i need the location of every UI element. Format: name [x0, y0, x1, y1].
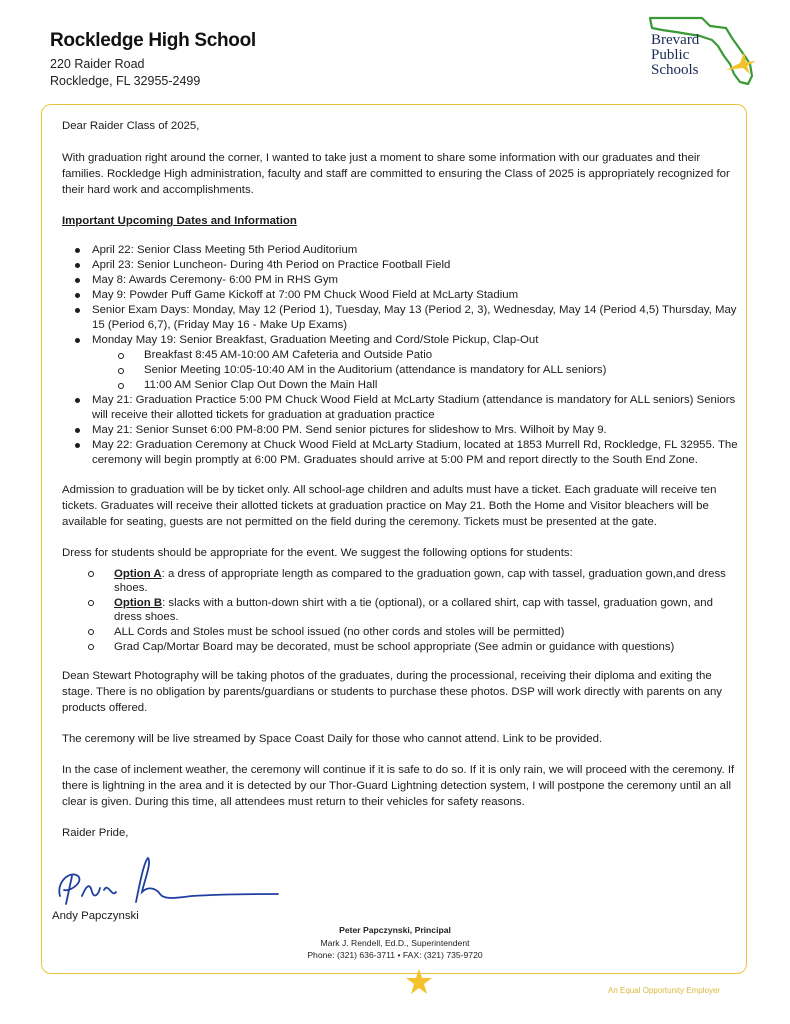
dress-option: Grad Cap/Mortar Board may be decorated, must be school appropriate (See admin or guidance with questions) — [114, 640, 742, 654]
may19-sublist — [92, 348, 742, 393]
signer-name: Andy Papczynski — [52, 910, 139, 922]
sub-list-item: Senior Meeting 10:05-10:40 AM in the Auditorium (attendance is mandatory for ALL seniors) — [144, 363, 742, 378]
list-item: May 9: Powder Puff Game Kickoff at 7:00 PM Chuck Wood Field at McLarty Stadium — [92, 288, 742, 303]
dress-option — [114, 567, 742, 595]
address-line-1: 220 Raider Road — [50, 57, 145, 71]
photography-paragraph: Dean Stewart Photography will be taking photos of the graduates, during the processional, receiving their diploma and exiting the stage. There is no obligation by parents/guardians or students to purchase these photos. DSP will work directly with parents on any products offered. — [62, 670, 722, 714]
list-item: May 8: Awards Ceremony- 6:00 PM in RHS Gym — [92, 273, 742, 288]
footer — [250, 924, 540, 962]
district-logo-text — [651, 33, 699, 78]
list-item-may19 — [92, 333, 742, 393]
may19-text: Monday May 19: Senior Breakfast, Graduation Meeting and Cord/Stole Pickup, Clap-Out — [92, 334, 539, 346]
logo-line-schools: Schools — [651, 62, 699, 78]
footer-star-icon — [402, 968, 436, 996]
footer-principal: Peter Papczynski, Principal — [339, 925, 451, 935]
school-address — [50, 56, 256, 90]
equal-opportunity-text: An Equal Opportunity Employer — [608, 986, 721, 995]
letter-body — [62, 118, 742, 841]
livestream-paragraph: The ceremony will be live streamed by Space Coast Daily for those who cannot attend. Link to be provided. — [62, 733, 603, 745]
sub-list-item: 11:00 AM Senior Clap Out Down the Main Hall — [144, 378, 742, 393]
option-b-text: : slacks with a button-down shirt with a tie (optional), or a collared shirt, cap with tassel, graduation gown, and dress shoes. — [114, 597, 713, 623]
list-item: May 21: Graduation Practice 5:00 PM Chuck Wood Field at McLarty Stadium (attendance is mandatory for ALL seniors) Seniors will receive their allotted tickets for graduation at graduation practice — [92, 393, 742, 423]
dates-list — [62, 243, 742, 468]
logo-line-public: Public — [651, 47, 690, 63]
school-name: Rockledge High School — [50, 30, 256, 51]
footer-superintendent: Mark J. Rendell, Ed.D., Superintendent — [320, 937, 470, 948]
list-item: April 22: Senior Class Meeting 5th Period Auditorium — [92, 243, 742, 258]
closing: Raider Pride, — [62, 827, 129, 839]
list-item: April 23: Senior Luncheon- During 4th Period on Practice Football Field — [92, 258, 742, 273]
option-b-label: Option B — [114, 597, 163, 609]
address-line-2: Rockledge, FL 32955-2499 — [50, 74, 201, 88]
list-item: May 22: Graduation Ceremony at Chuck Wood Field at McLarty Stadium, located at 1853 Murrell Rd, Rockledge, FL 32955. The ceremony will begin promptly at 6:00 PM. Graduates should arrive at 5:00 PM and report directly to the South End Zone. — [92, 438, 742, 468]
logo-line-brevard: Brevard — [651, 32, 700, 48]
weather-paragraph: In the case of inclement weather, the ceremony will continue if it is safe to do so. If it is only rain, we will proceed with the ceremony. If there is lightning in the area and it is detected by our Thor-Guard Lightning detection system, I will postpone the ceremony until an all clear is given. During this time, all attendees must return to their vehicles for safety reasons. — [62, 764, 735, 808]
option-a-label: Option A — [114, 568, 162, 580]
letterhead — [50, 30, 256, 90]
logo-star-icon — [726, 48, 756, 74]
list-item: May 21: Senior Sunset 6:00 PM-8:00 PM. Send senior pictures for slideshow to Mrs. Wilhoit by May 9. — [92, 423, 742, 438]
sub-list-item: Breakfast 8:45 AM-10:00 AM Cafeteria and Outside Patio — [144, 348, 742, 363]
greeting: Dear Raider Class of 2025, — [62, 120, 200, 132]
option-a-text: : a dress of appropriate length as compared to the graduation gown, cap with tassel, graduation gown,and dress shoes. — [114, 568, 726, 594]
dates-heading: Important Upcoming Dates and Information — [62, 215, 297, 227]
admission-paragraph: Admission to graduation will be by ticket only. All school-age children and adults must have a ticket. Each graduate will receive ten tickets. Graduates will receive their allotted tickets at graduation practice on May 21. Both the Home and Visitor bleachers will be available for seating, guests are not permitted on the field during the ceremony. Tickets must be presented at the gate. — [62, 484, 717, 528]
intro-paragraph: With graduation right around the corner, I wanted to take just a moment to share some information with our graduates and their families. Rockledge High administration, faculty and staff are committed to ensuring the Class of 2025 is appropriately recognized for their hard work and accomplishments. — [62, 152, 730, 196]
dress-option: ALL Cords and Stoles must be school issued (no other cords and stoles will be permitted) — [114, 625, 742, 639]
signature-icon — [52, 852, 282, 910]
footer-phone-fax: Phone: (321) 636-3711 • FAX: (321) 735-9720 — [307, 950, 483, 960]
dress-options-list — [62, 567, 742, 654]
dress-option — [114, 596, 742, 624]
list-item: Senior Exam Days: Monday, May 12 (Period 1), Tuesday, May 13 (Period 2, 3), Wednesday, May 14 (Period 4,5) Thursday, May 15 (Period 6,7), (Friday May 16 - Make Up Exams) — [92, 303, 742, 333]
dress-intro: Dress for students should be appropriate for the event. We suggest the following options for students: — [62, 547, 573, 559]
